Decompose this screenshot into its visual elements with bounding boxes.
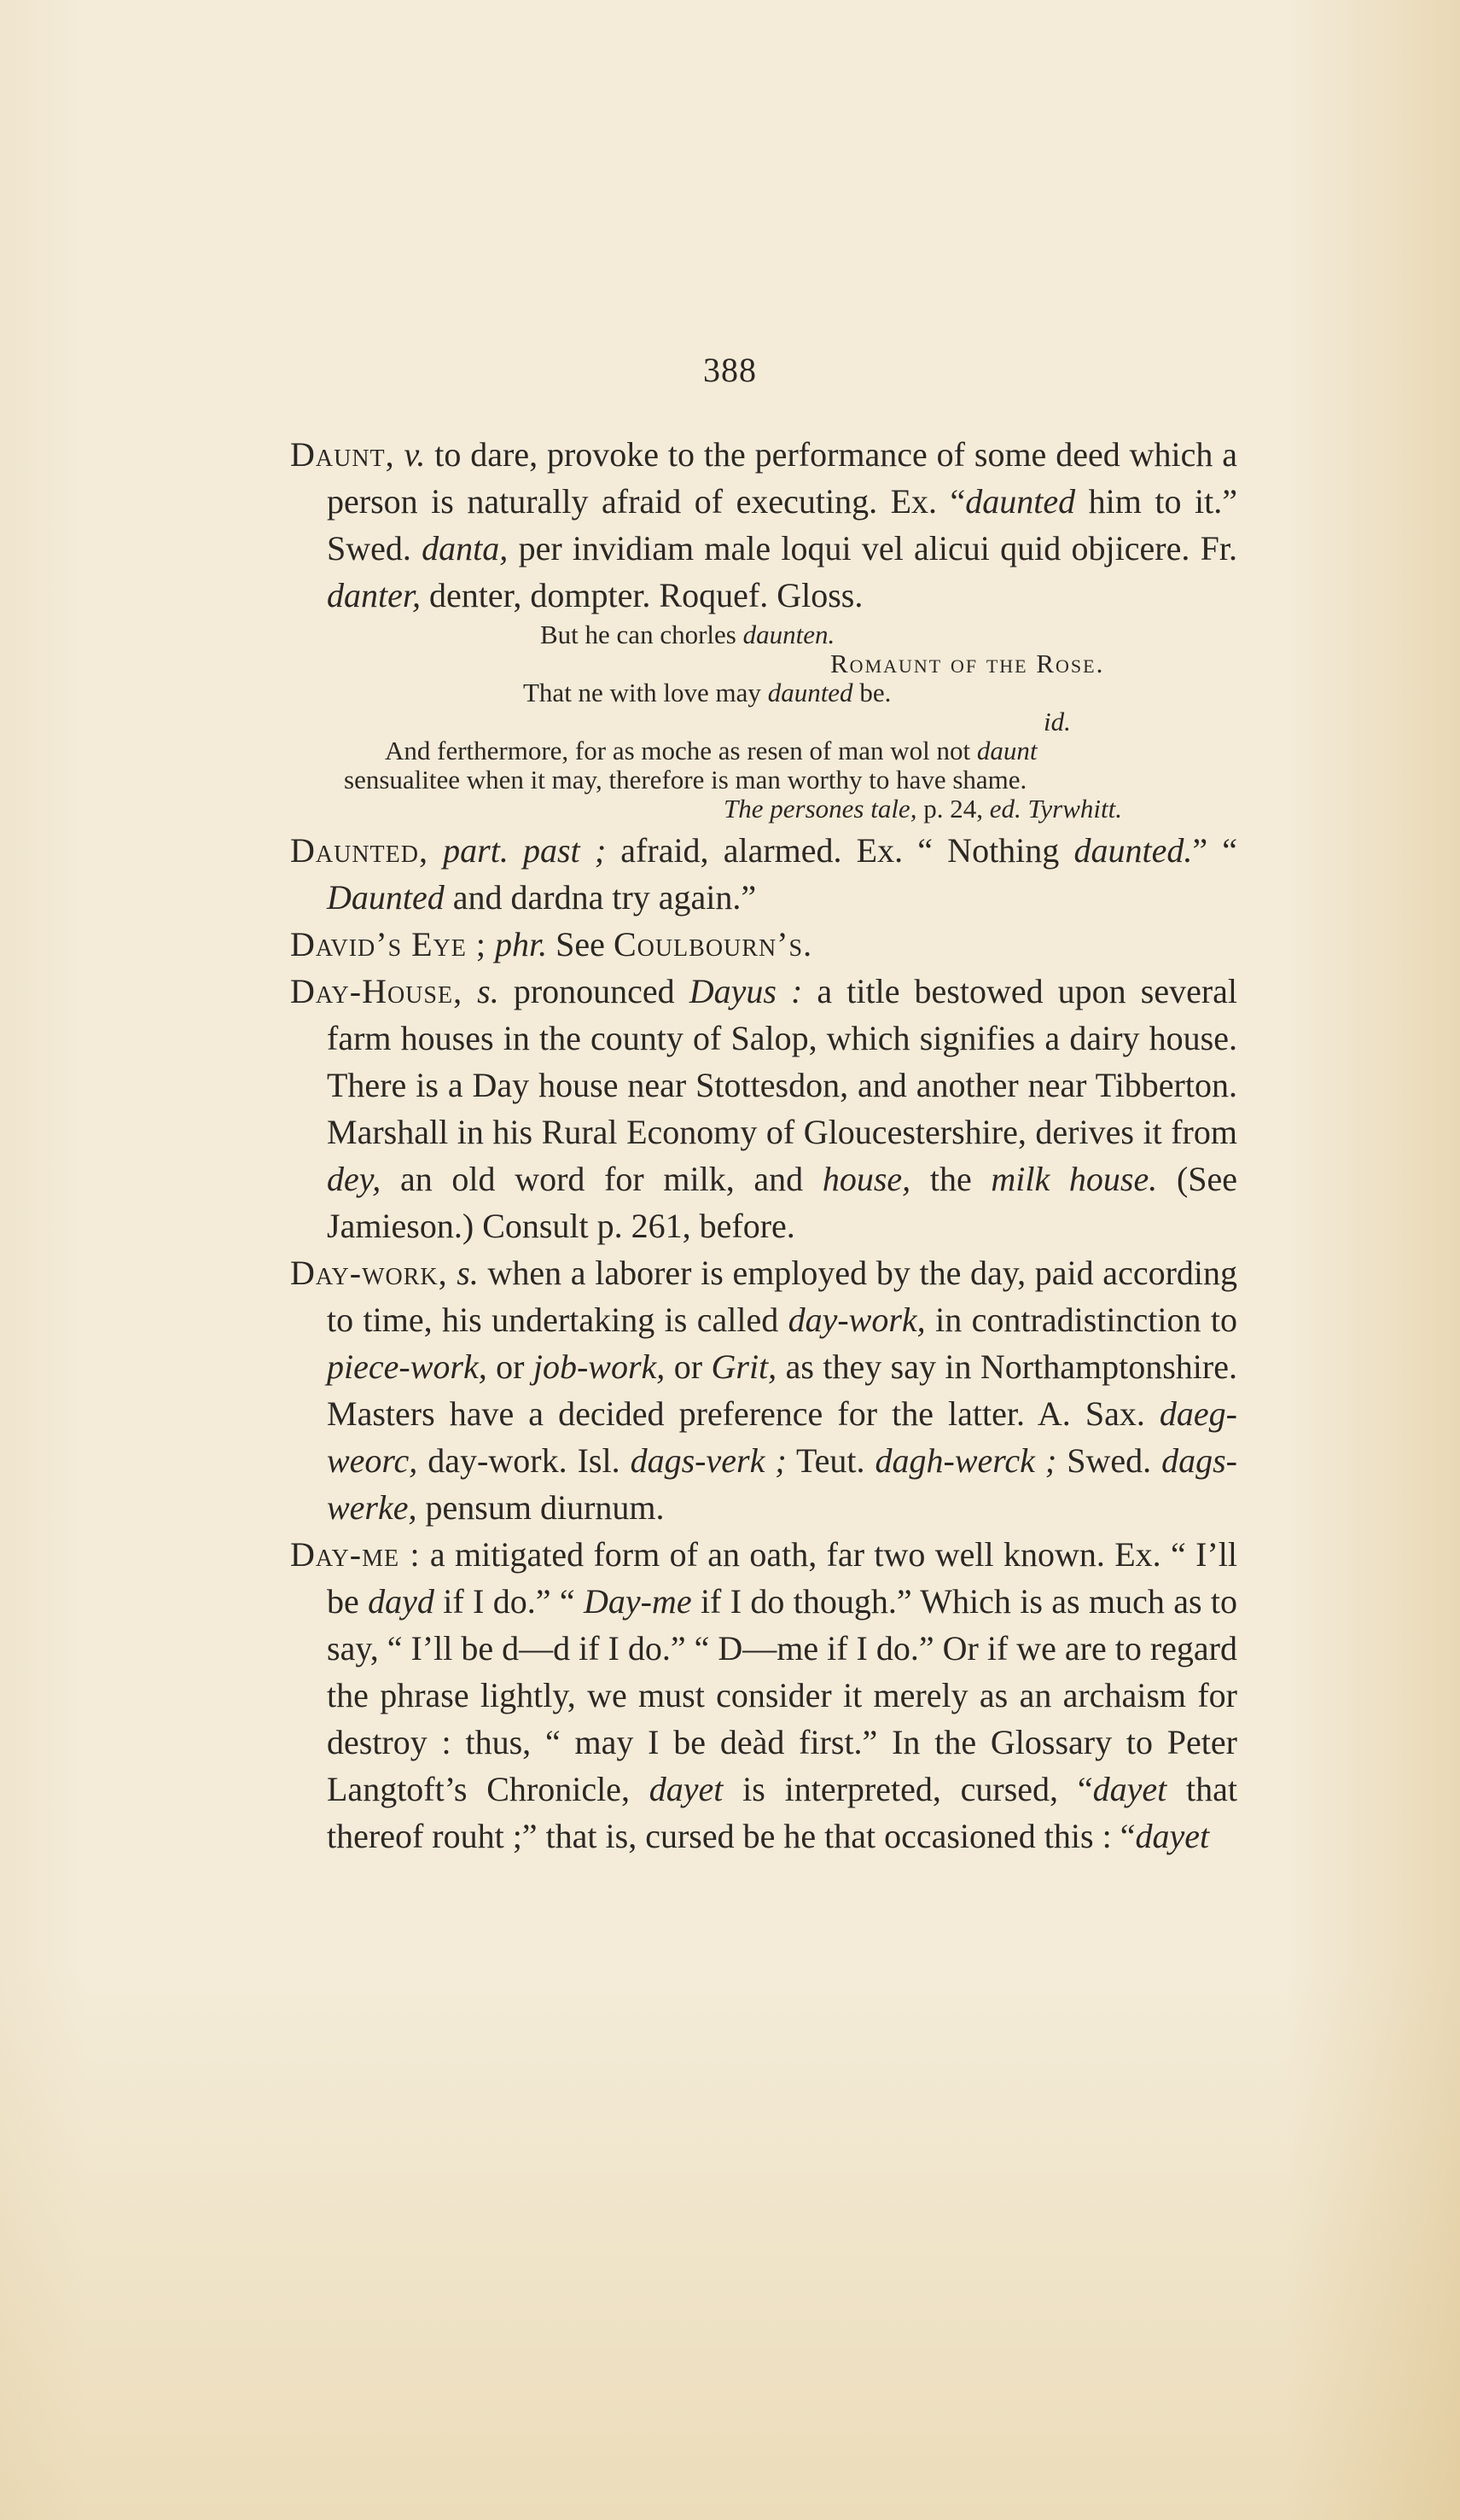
example-word: daunted (965, 482, 1076, 521)
etymon-word: milk house. (991, 1160, 1158, 1198)
cross-reference: Coulbourn’s. (613, 925, 813, 963)
citation-page: p. 24, (916, 794, 990, 824)
etymon-word: dagh-werck ; (875, 1441, 1057, 1480)
example-word: dayd (368, 1582, 434, 1621)
entry-day-me (290, 1531, 1237, 1859)
quotation-citation (327, 794, 1237, 824)
example-word: dayet (1135, 1817, 1210, 1855)
quotation-block (327, 620, 1237, 824)
quotation-citation: Romaunt of the Rose. (830, 649, 1105, 678)
quote-word: daunt (976, 736, 1038, 765)
entry-text: pensum diurnum. (416, 1488, 665, 1527)
etymon-word: house, (822, 1160, 911, 1198)
part-of-speech: part. past ; (443, 831, 607, 870)
etymon-word: daeg-weorc, (327, 1394, 1237, 1480)
quote-word: daunted (767, 678, 853, 707)
quote-text: But he can chorles (540, 620, 743, 649)
quotation-line (327, 736, 1237, 765)
quotation-line (327, 620, 1237, 649)
term-word: day-work, (788, 1301, 926, 1339)
entry-text: a mitigated form of an oath, far two well known. Ex. “ I’ll be (327, 1535, 1237, 1621)
quote-text: That ne with love may (523, 678, 768, 707)
entry-text: in contradistinction to (925, 1301, 1237, 1339)
entry-text: denter, dompter. Roquef. Gloss. (421, 576, 864, 614)
example-word: dayet (1092, 1770, 1167, 1808)
term-word: Grit, (711, 1347, 777, 1386)
term-word: piece-work, (327, 1347, 487, 1386)
quote-text: be. (852, 678, 892, 707)
entry-text: Teut. (786, 1441, 875, 1480)
french-word: danter, (327, 576, 421, 614)
headword: Daunt, (290, 435, 395, 474)
etymon-word: dags-verk ; (630, 1441, 787, 1480)
term-word: job-work, (532, 1347, 666, 1386)
entry-text: pronounced (498, 972, 689, 1010)
example-word: Dayus : (689, 972, 803, 1010)
entry-text: an old word for milk, and (381, 1160, 823, 1198)
entry-text: afraid, alarmed. Ex. “ Nothing (606, 831, 1074, 870)
etymon-word: dags-werke, (327, 1441, 1237, 1527)
example-word: Day-me (583, 1582, 692, 1621)
headword: Day-House, (290, 972, 463, 1010)
entry-text: a title bestowed upon several farm houses in the county of Salop, which signifies a dairy house. There is a Day house near Stottesdon, and another near Tibberton. Marshall in his Rural Economy of Gloucestershire, derives it from (327, 972, 1238, 1151)
entry-text: that thereof rouht ;” that is, cursed be he that occasioned this : “ (327, 1770, 1237, 1855)
entry-text: and dardna try again.” (444, 878, 757, 917)
swedish-word: danta, (422, 529, 509, 567)
entry-text: per invidiam male loqui vel alicui quid objicere. Fr. (508, 529, 1237, 567)
citation-edition: ed. Tyrwhitt. (989, 794, 1122, 824)
headword: Day-work, (290, 1254, 448, 1292)
entry-text: him to it.” Swed. (327, 482, 1237, 567)
entry-text: or (486, 1347, 533, 1386)
entry-text: or (665, 1347, 712, 1386)
entry-text: if I do.” “ (433, 1582, 584, 1621)
quotation-line (327, 678, 1237, 707)
example-word: dayet (649, 1770, 724, 1808)
headword: Daunted, (290, 831, 428, 870)
etymon-word: dey, (327, 1160, 381, 1198)
entry-text: to dare, provoke to the performance of some deed which a person is naturally afraid of executing. Ex. “ (327, 435, 1237, 521)
page-number: 388 (703, 351, 757, 389)
example-word: daunted. (1073, 831, 1193, 870)
entry-text: is interpreted, cursed, “ (723, 1770, 1093, 1808)
headword: David’s Eye ; (290, 925, 487, 963)
quote-text: And ferthermore, for as moche as resen of man wol not (385, 736, 977, 765)
entry-text: See (547, 925, 614, 963)
entry-davids-eye (290, 921, 1237, 968)
entry-daunted (290, 827, 1237, 921)
entry-text: as they say in Northamptonshire. Masters have a decided preference for the latter. A. Sax. (327, 1347, 1237, 1433)
example-word: Daunted (327, 878, 445, 917)
entry-text: when a laborer is employed by the day, paid according to time, his undertaking is called (327, 1254, 1238, 1339)
part-of-speech: phr. (495, 925, 548, 963)
quotation-line: sensualitee when it may, therefore is man worthy to have shame. (344, 765, 1027, 794)
part-of-speech: s. (457, 1254, 479, 1292)
entry-daunt (290, 431, 1237, 619)
part-of-speech: v. (404, 435, 426, 474)
quote-word: daunten. (742, 620, 835, 649)
quotation-citation: id. (1044, 707, 1071, 736)
entry-text: day-work. Isl. (417, 1441, 631, 1480)
entry-text: (See Jamieson.) Consult p. 261, before. (327, 1160, 1238, 1245)
part-of-speech: s. (477, 972, 499, 1010)
entry-text: Swed. (1056, 1441, 1162, 1480)
entry-day-work (290, 1249, 1237, 1531)
entry-text: if I do though.” Which is as much as to say, “ I’ll be d—d if I do.” “ D—me if I do.” Or if we are to regard the phrase lightly, we must consider it merely as an archaism for destroy : thus, “ may I be deàd first.” In the Glossary to Peter Langtoft’s Chronicle, (327, 1582, 1238, 1808)
citation-title: The persones tale, (724, 794, 917, 824)
page-body (290, 431, 1237, 1859)
entry-day-house (290, 968, 1237, 1249)
entry-text: ” “ (1192, 831, 1237, 870)
headword: Day-me : (290, 1535, 421, 1574)
entry-text: the (910, 1160, 992, 1198)
